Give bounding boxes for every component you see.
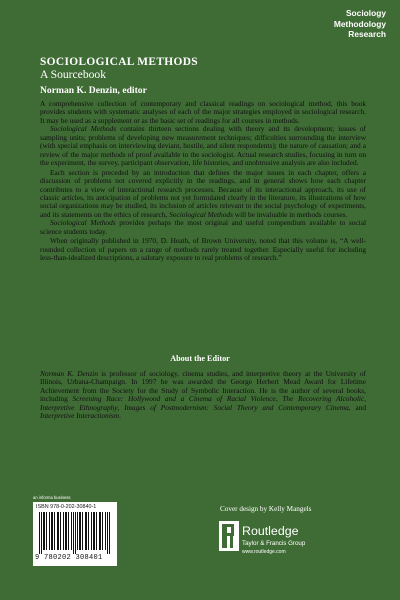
book-reference: Images of Postmodernism: Social Theory and Contemporary Cinema: [124, 402, 349, 412]
series-line-2: Methodology: [333, 18, 386, 29]
publisher-group: Taylor & Francis Group: [242, 540, 306, 547]
description-paragraph-4: Sociological Methods provides perhaps the most original and useful compendium available to social science students today.: [40, 218, 366, 236]
book-editor: Norman K. Denzin, editor: [40, 85, 147, 96]
book-title: SOCIOLOGICAL METHODS: [40, 56, 198, 68]
series-label: [334, 8, 386, 40]
routledge-logo-icon: [219, 521, 239, 551]
description-paragraph-3: Each section is preceded by an introduction that defines the major issues in each chapter, offers a discussion of problems not covered explicitly in the readings, and in general shows how each chapter contributes to a view of interactional research processes. Because of its interactional approach, its use of classic articles, its anticipation of problems not yet formulated clearly in the literature, its illustrations of how social organizations may be studied, its inclusion of articles relevant to the social psychology of experiments, and its statements on the ethics of research, Sociological Methods will be invaluable in methods courses.: [40, 167, 366, 219]
book-title-italic: Sociological Methods: [169, 209, 233, 219]
barcode: [33, 502, 117, 566]
editor-name: Norman K. Denzin: [40, 369, 99, 378]
about-editor-text: Norman K. Denzin is professor of sociology, cinema studies, and interpretive theory at the University of Illinois, Urbana-Champaign. In 1997 he was awarded the George Herbert Mead Award for Lifetime Achievement from the Society for the Study of Symbolic Interaction. He is the author of several books, including Screening Race: Hollywood and a Cinema of Racial Violence, The Recovering Alcoholic, Interpretive Ethnography, Images of Postmodernism: Social Theory and Contemporary Cinema, and Interpretive Interactionism.: [40, 369, 366, 421]
book-reference: Screening Race: Hollywood and a Cinema of Racial Violence: [72, 394, 276, 404]
description-paragraph-2: Sociological Methods contains thirteen sections dealing with theory and its development; issues of sampling units; problems of developing new measurement techniques; difficulties surrounding the interview (with special emphasis on interviewing deviant, hostile, and silent respondents); the nature of causation; and a review of the major methods of proof available to the sociologist. Actual research studies, focusing in turn on the experiment, the survey, participant observation, life histories, and unobtrusive analysis are also included.: [40, 124, 366, 168]
description-paragraph-1: A comprehensive collection of contemporary and classical readings on sociological method, this book provides students with systematic analyses of each of the major strategies employed in sociological research. It may be used as a supplement or as the basic set of readings for all courses in methods.: [40, 99, 366, 125]
barcode-digits: 9 780202 308401: [35, 554, 103, 562]
book-title-italic: Sociological Methods: [50, 218, 116, 228]
book-description: [40, 100, 366, 263]
series-line-1: Sociology: [345, 8, 386, 18]
book-reference: Interpretive Ethnography: [40, 402, 118, 412]
series-line-3: Research: [348, 29, 386, 39]
book-title-italic: Sociological Methods: [50, 124, 117, 134]
about-editor-heading: About the Editor: [170, 354, 230, 363]
book-reference: Interpretive Interactionism: [40, 411, 120, 421]
book-subtitle: A Sourcebook: [40, 68, 107, 81]
publisher-name: Routledge: [242, 524, 299, 538]
informa-business-label: an informa business: [33, 495, 71, 500]
cover-design-credit: Cover design by Kelly Mangels: [220, 505, 312, 513]
description-paragraph-5: When originally published in 1970, D. Heath, of Brown University, noted that this volume is, “A well-rounded collection of papers on a range of methods rarely treated together. Especially useful for including less-than-idealized descriptions, a salutary exposure to real problems of research.”: [40, 236, 366, 263]
book-reference: The Recovering Alcoholic: [282, 394, 365, 404]
barcode-bars: [39, 512, 111, 554]
isbn-label: ISBN 978-0-202-30840-1: [36, 504, 97, 510]
publisher-url: www.routledge.com: [242, 549, 286, 555]
